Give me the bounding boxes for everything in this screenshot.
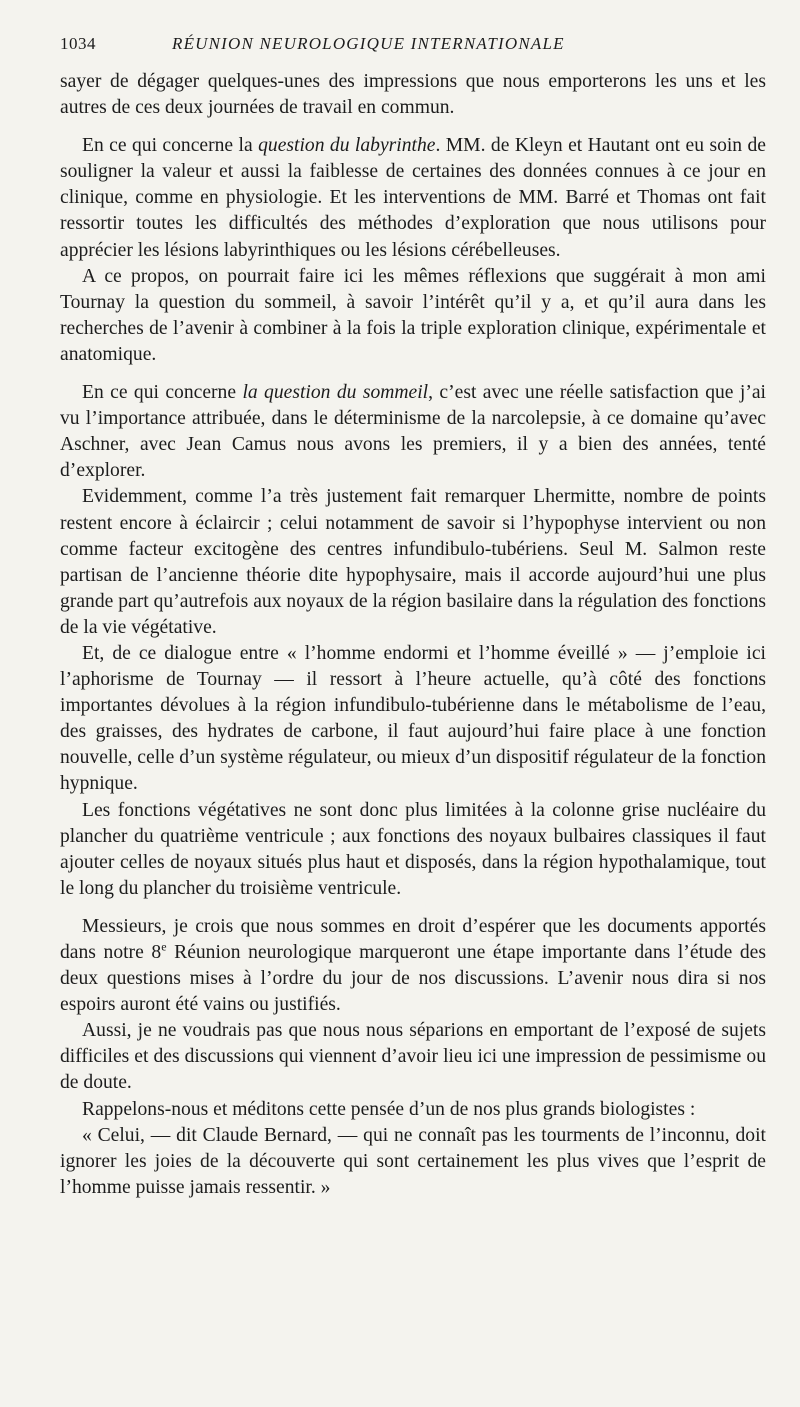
paragraph-sleep [60,380,766,484]
body-text [60,69,766,1201]
paragraph-vegetative: Les fonctions végétatives ne sont donc plus limitées à la colonne grise nucléaire du plancher du quatrième ventricule ; aux fonctions des noyaux bulbaires classiques il faut ajouter celles de noyaux situés plus haut et disposés, dans la région hypothalamique, tout le long du plancher du troisième ventricule. [60,799,766,899]
paragraph-tournay: A ce propos, on pourrait faire ici les mêmes réflexions que suggérait à mon ami Tournay la question du sommeil, à savoir l’intérêt qu’il y a, et qu’il aura dans les recherches de l’avenir à combiner à la fois la triple exploration clinique, expérimentale et anatomique. [60,265,766,365]
paragraph-text: Réunion neurologique marqueront une étape importante dans l’étude des deux questions mises à l’ordre du jour de nos discussions. L’avenir nous dira si nos espoirs auront été vains ou justifiés. [60,942,766,1016]
quote-text: « Celui, — dit Claude Bernard, — qui ne connaît pas les tourments de l’inconnu, doit ignorer les joies de la découverte qui sont certainement les plus vives que l’esprit de l’homme puisse jamais ressentir. » [60,1124,766,1198]
paragraph-text: , c’est avec une réelle satisfaction que j’ai vu l’importance attribuée, dans le déterminisme de la narcolepsie, à ce domaine qu’avec Aschner, avec Jean Camus nous avons les premiers, il y a bien des années, tenté d’explorer. [60,382,766,482]
paragraph-text: En ce qui concerne la [82,135,259,157]
italic-phrase: la question du sommeil [242,382,429,404]
quote-claude-bernard [60,1123,766,1201]
paragraph-text: Messieurs, je crois que nous sommes en droit d’espérer que les documents apportés dans notre 8 [60,915,766,963]
paragraph-text: En ce qui concerne [82,382,243,404]
paragraph-aussi: Aussi, je ne voudrais pas que nous nous séparions en emportant de l’exposé de sujets difficiles et des discussions qui viennent d’avoir lieu ici une impression de pessimisme ou de doute. [60,1020,766,1094]
paragraph-dialogue: Et, de ce dialogue entre « l’homme endormi et l’homme éveillé » — j’emploie ici l’aphorisme de Tournay — il ressort à l’heure actuelle, qu’à côté des fonctions importantes dévolues à la région infundibulo-tubérienne dans le métabolisme de l’eau, des graisses, des hydrates de carbone, il faut aujourd’hui faire place à une fonction nouvelle, celle d’un système régulateur, ou mieux d’un dispositif régulateur de la fonction hypnique. [60,642,766,795]
paragraph-rappelons: Rappelons-nous et méditons cette pensée d’un de nos plus grands biologistes : [82,1098,696,1120]
page-header [60,34,766,64]
paragraph-messieurs [60,914,766,1018]
superscript: e [161,939,167,954]
paragraph-labyrinth [60,133,766,263]
italic-phrase: question du labyrinthe [258,135,436,157]
paragraph-text: . MM. de Kleyn et Hautant ont eu soin de souligner la valeur et aussi la faiblesse de certaines des données connues à ce jour en clinique, comme en physiologie. Et les interventions de MM. Barré et Thomas ont fait ressortir toutes les difficultés des méthodes d’exploration que nous utilisons pour apprécier les lésions labyrinthiques ou les lésions cérébelleuses. [60,135,767,261]
page-number: 1034 [60,34,96,53]
paragraph-continuation: sayer de dégager quelques-unes des impressions que nous emporterons les uns et les autres de ces deux journées de travail en commun. [60,71,766,119]
paragraph-lhermitte: Evidemment, comme l’a très justement fait remarquer Lhermitte, nombre de points restent encore à éclaircir ; celui notamment de savoir si l’hypophyse intervient ou non comme facteur excitogène des centres infundibulo-tubériens. Seul M. Salmon reste partisan de l’ancienne théorie dite hypophysaire, mais il accorde aujourd’hui une plus grande part qu’autrefois aux noyaux de la région basilaire dans la régulation des fonctions de la vie végétative. [60,486,766,638]
running-title: RÉUNION NEUROLOGIQUE INTERNATIONALE [172,34,565,53]
